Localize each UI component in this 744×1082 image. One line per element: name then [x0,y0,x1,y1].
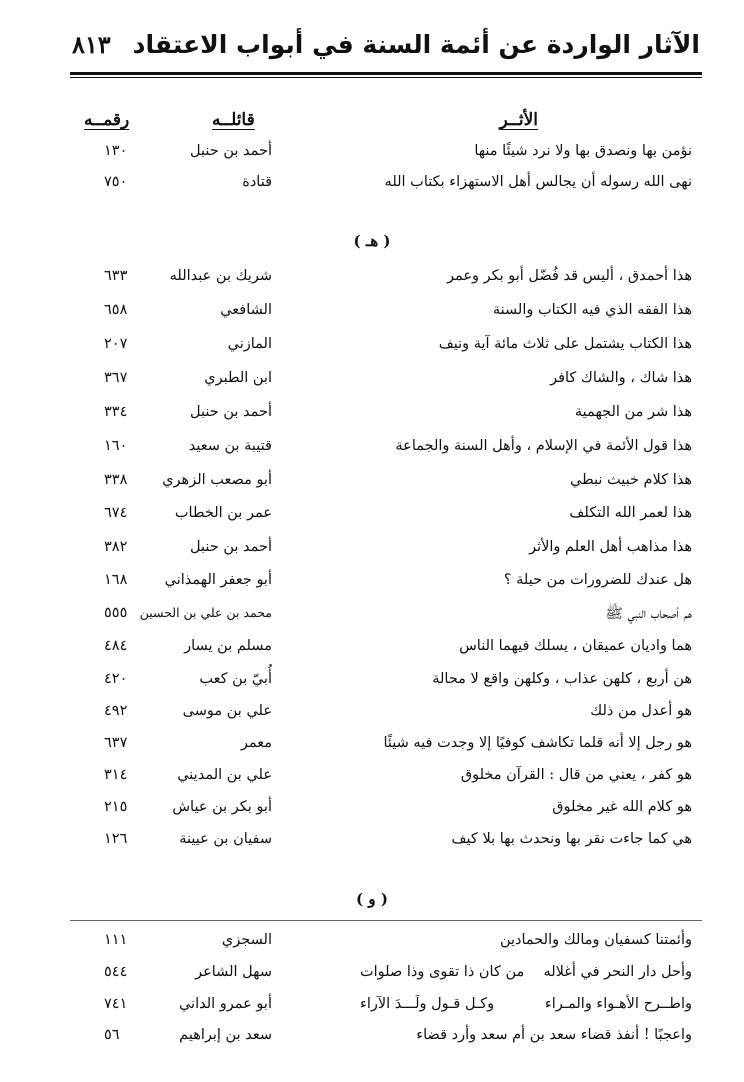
verse-right: وأئمتنا كسفيان ومالك والحمادين [499,932,692,948]
index-row [70,932,692,962]
narrator-name: أحمد بن حنبل [190,143,272,159]
athar-text: هي كما جاءت نقر بها ونحدث بها بلا كيف [451,831,692,847]
athar-text: هو كفر ، يعني من قال : القرآن مخلوق [460,767,692,783]
index-row [70,799,692,829]
athar-text: هو كلام الله غير مخلوق [552,799,692,815]
narrator-name: معمر [240,735,272,751]
athar-number: ٤٨٤ [104,638,128,654]
athar-number: ٦٥٨ [104,302,128,318]
athar-number: ٣١٤ [104,767,128,783]
index-row [70,831,692,861]
index-row [70,703,692,733]
athar-number: ١٣٠ [104,143,128,159]
index-row [70,505,692,535]
athar-number: ٧٤١ [104,996,128,1012]
athar-number: ٤٩٢ [104,703,128,719]
athar-text: هذا لعمر الله التكلف [569,505,692,521]
narrator-name: أحمد بن حنبل [190,404,272,420]
narrator-name: سهل الشاعر [195,964,272,980]
narrator-name: علي بن المديني [177,767,272,783]
index-row [70,438,692,468]
index-row [70,174,692,204]
narrator-name: مسلم بن يسار [184,638,272,654]
athar-number: ٤٢٠ [104,671,128,687]
narrator-name: الشافعي [220,302,272,318]
running-header-title: الآثار الواردة عن أئمة السنة في أبواب الاعتقاد [132,30,700,59]
narrator-name: ابن الطبري [204,370,272,386]
index-row [70,605,692,635]
athar-text: نؤمن بها ونصدق بها ولا نرد شيئًا منها [474,143,692,159]
verse-right: واعجبًا ! أنفذ قضاء سعد بن أم سعد وأرد قضاء [416,1027,692,1043]
athar-number: ٢١٥ [104,799,128,815]
athar-text: هذا كلام خبيث نبطي [570,472,692,488]
athar-number: ٢٠٧ [104,336,128,352]
index-row [70,735,692,765]
athar-number: ١٦٨ [104,572,128,588]
athar-text: هما واديان عميقان ، يسلك فيهما الناس [459,638,692,654]
athar-text: هذا الكتاب يشتمل على ثلاث مائة آية ونيف [438,336,692,352]
section-heading-ha: ( هـ ) [353,232,391,250]
index-row [70,964,692,994]
narrator-name: أحمد بن حنبل [190,539,272,555]
verse-right: واطــرح الأهـواء والمـراء [544,996,692,1012]
athar-text: هذا أحمدق ، أليس قد فُضّل أبو بكر وعمر [446,268,692,284]
narrator-name: علي بن موسى [182,703,272,719]
index-row [70,302,692,332]
verse-left: من كان ذا تقوى وذا صلوات [360,964,525,980]
athar-number: ٦٣٣ [104,268,128,284]
narrator-name: محمد بن علي بن الحسين [139,605,272,620]
section-separator [70,920,702,921]
athar-text: هذا الفقه الذي فيه الكتاب والسنة [492,302,692,318]
section-heading-waw: ( و ) [356,890,388,908]
index-row [70,767,692,797]
athar-text: هم أصحاب النبي ﷺ [605,606,692,622]
athar-number: ٣٦٧ [104,370,128,386]
athar-text: هذا قول الأئمة في الإسلام ، وأهل السنة والجماعة [395,438,692,454]
page-number: ٨١٣ [72,30,111,59]
athar-number: ٦٣٧ [104,735,128,751]
narrator-name: سعد بن إبراهيم [179,1027,272,1043]
athar-text: هو أعدل من ذلك [590,703,692,719]
index-row [70,472,692,502]
index-row [70,1027,692,1057]
athar-text: هو رجل إلا أنه قلما تكاشف كوفيًا إلا وجدت فيه شيئًا [383,735,692,751]
athar-number: ١١١ [104,932,128,948]
athar-number: ٣٣٨ [104,472,128,488]
athar-number: ١٦٠ [104,438,128,454]
narrator-name: شريك بن عبدالله [169,268,272,284]
verse-right: وأحل دار النحر في أغلاله [543,964,692,980]
narrator-name: أبو مصعب الزهري [162,472,272,488]
athar-number: ٥٦ [104,1027,120,1043]
column-header-athar: الأثــر [499,110,538,130]
narrator-name: سفيان بن عيينة [179,831,272,847]
narrator-name: السجزي [221,932,272,948]
athar-text: هن أربع ، كلهن عذاب ، وكلهن واقع لا محالة [432,671,692,687]
athar-text: هذا مذاهب أهل العلم والأثر [529,539,692,555]
index-row [70,996,692,1026]
index-row [70,336,692,366]
index-row [70,268,692,298]
athar-text: هل عندك للضرورات من حيلة ؟ [503,572,692,588]
header-rule-thick [70,72,702,75]
index-row [70,143,692,173]
narrator-name: أبو عمرو الداني [178,996,272,1012]
index-row [70,572,692,602]
index-row [70,539,692,569]
athar-number: ٥٥٥ [104,605,128,621]
athar-number: ١٢٦ [104,831,128,847]
athar-number: ٥٤٤ [104,964,128,980]
athar-number: ٦٧٤ [104,505,128,521]
index-row [70,638,692,668]
narrator-name: عمر بن الخطاب [174,505,272,521]
athar-number: ٣٣٤ [104,404,128,420]
athar-number: ٣٨٢ [104,539,128,555]
index-row [70,370,692,400]
athar-text: هذا شاك ، والشاك كافر [550,370,692,386]
column-header-raqm: رقمــه [84,110,130,130]
narrator-name: أُبيّ بن كعب [199,671,272,687]
index-row [70,404,692,434]
narrator-name: أبو بكر بن عياش [172,799,272,815]
athar-text: نهى الله رسوله أن يجالس أهل الاستهزاء بكتاب الله [384,174,692,190]
column-header-qail: قائلــه [212,110,255,130]
index-row [70,671,692,701]
athar-text: هذا شر من الجهمية [574,404,692,420]
header-rule-thin [70,77,702,78]
narrator-name: المازني [227,336,272,352]
narrator-name: قتيبة بن سعيد [188,438,272,454]
narrator-name: قتادة [242,174,272,190]
athar-number: ٧٥٠ [104,174,128,190]
narrator-name: أبو جعفر الهمذاني [164,572,272,588]
verse-left: وكـل قـول ولَـــدَ الآراء [360,996,495,1012]
